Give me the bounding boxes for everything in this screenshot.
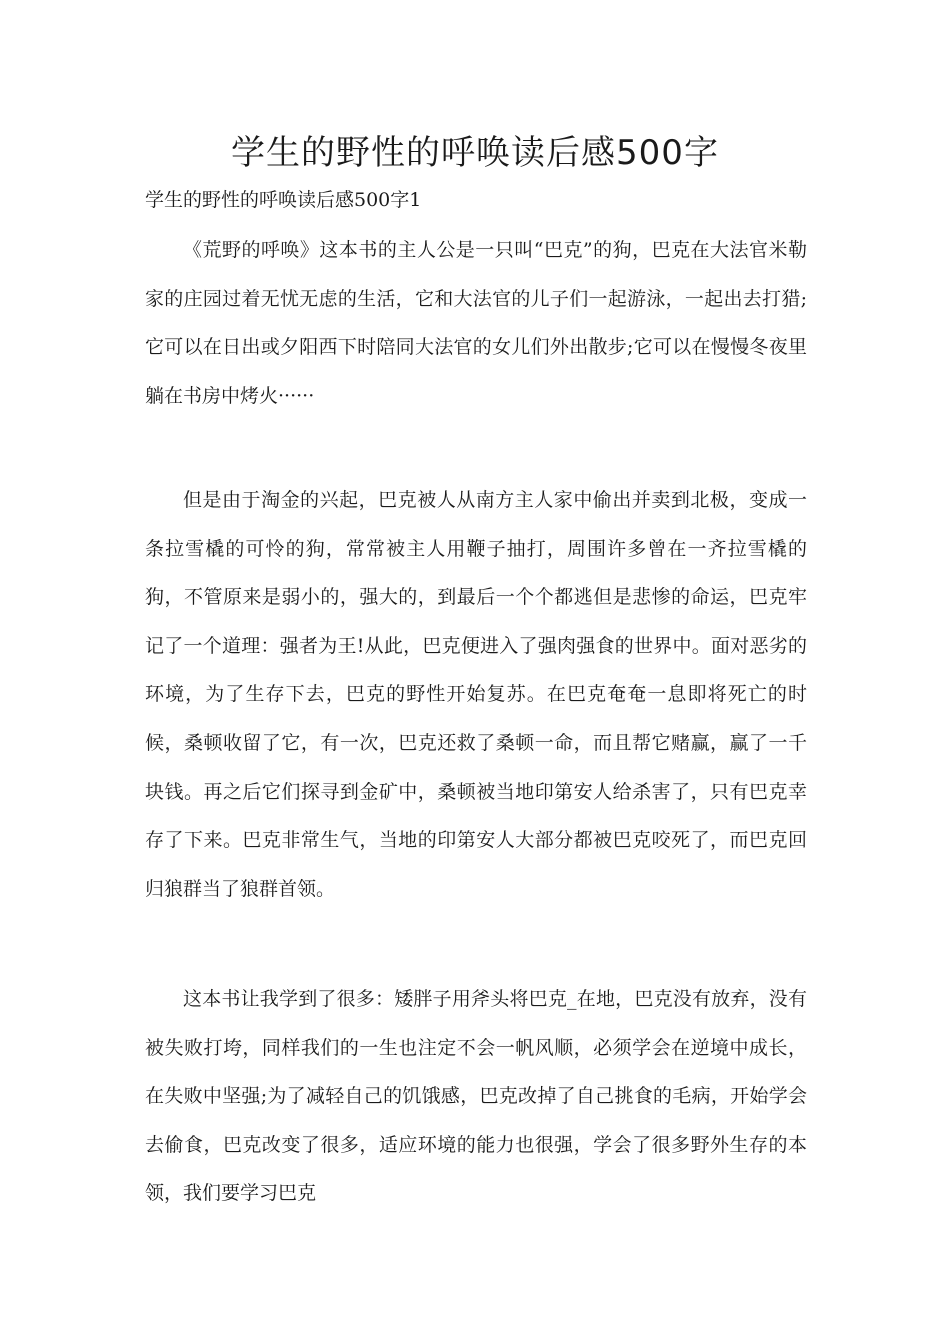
document-subtitle: 学生的野性的呼唤读后感500字1	[145, 189, 422, 211]
document-title: 学生的野性的呼唤读后感500字	[231, 133, 719, 173]
paragraph-3: 这本书让我学到了很多：矮胖子用斧头将巴克_在地，巴克没有放弃，没有被失败打垮，同样我们的一生也注定不会一帆风顺，必须学会在逆境中成长，在失败中坚强;为了减轻自己的饥饿感，巴克改掉了自己挑食的毛病，开始学会去偷食，巴克改变了很多，适应环境的能力也很强，学会了很多野外生存的本领，我们要学习巴克	[145, 988, 807, 1205]
paragraph-2: 但是由于淘金的兴起，巴克被人从南方主人家中偷出并卖到北极，变成一条拉雪橇的可怜的狗，常常被主人用鞭子抽打，周围许多曾在一齐拉雪橇的狗，不管原来是弱小的，强大的，到最后一个个都逃但是悲惨的命运，巴克牢记了一个道理：强者为王!从此，巴克便进入了强肉强食的世界中。面对恶劣的环境，为了生存下去，巴克的野性开始复苏。在巴克奄奄一息即将死亡的时候，桑顿收留了它，有一次，巴克还救了桑顿一命，而且帮它赌赢，赢了一千块钱。再之后它们探寻到金矿中，桑顿被当地印第安人给杀害了，只有巴克幸存了下来。巴克非常生气，当地的印第安人大部分都被巴克咬死了，而巴克回归狼群当了狼群首领。	[145, 489, 807, 900]
paragraph-1: 《荒野的呼唤》这本书的主人公是一只叫“巴克”的狗，巴克在大法官米勒家的庄园过着无忧无虑的生活，它和大法官的儿子们一起游泳，一起出去打猎;它可以在日出或夕阳西下时陪同大法官的女儿们外出散步;它可以在慢慢冬夜里躺在书房中烤火······	[145, 239, 807, 407]
